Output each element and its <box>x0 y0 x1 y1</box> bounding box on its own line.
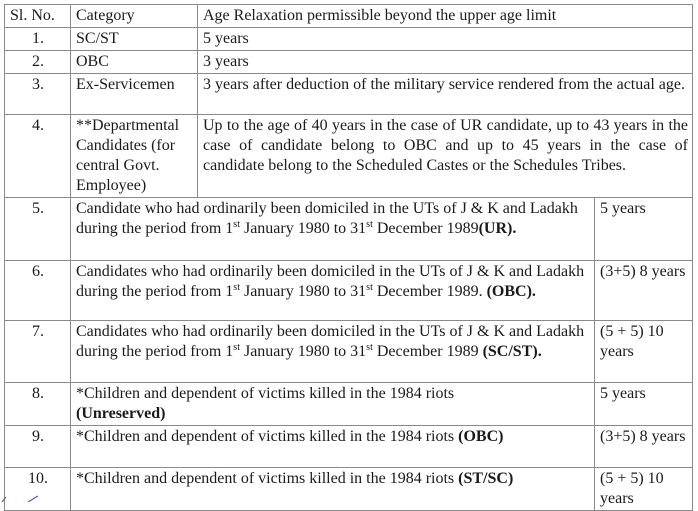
table-row <box>5 198 693 261</box>
table-row <box>5 426 693 468</box>
row-relaxation: 3 years <box>198 51 693 74</box>
pen-mark-icon <box>0 488 50 502</box>
header-sl-no: Sl. No. <box>5 5 71 28</box>
table-row <box>5 51 693 74</box>
table-row <box>5 74 693 115</box>
reservation-class: (Unreserved) <box>76 405 166 422</box>
row-description: Candidate who had ordinarily been domiciled in the UTs of J & K and Ladakh during the period from 1st January 1980 to 31st December 1989(UR). <box>71 198 595 261</box>
table-row <box>5 28 693 51</box>
row-relaxation: (3+5) 8 years <box>595 261 693 321</box>
row-number: 6. <box>5 261 71 321</box>
table-row <box>5 321 693 383</box>
row-number: 8. <box>5 383 71 426</box>
row-number: 2. <box>5 51 71 74</box>
row-relaxation: (5 + 5) 10 years <box>595 321 693 383</box>
row-description: *Children and dependent of victims killed in the 1984 riots (Unreserved) <box>71 383 595 426</box>
row-relaxation: (5 + 5) 10 years <box>595 468 693 511</box>
row-description: Candidates who had ordinarily been domiciled in the UTs of J & K and Ladakh during the period from 1st January 1980 to 31st December 1989. (OBC). <box>71 261 595 321</box>
table-row <box>5 468 693 511</box>
row-number: 1. <box>5 28 71 51</box>
row-category: **Departmental Candidates (for central Govt. Employee) <box>71 115 198 198</box>
reservation-class: (ST/SC) <box>458 470 514 487</box>
row-relaxation: 5 years <box>595 198 693 261</box>
header-category: Category <box>71 5 198 28</box>
row-number: 10. <box>5 468 71 511</box>
row-number: 4. <box>5 115 71 198</box>
row-description: Candidates who had ordinarily been domiciled in the UTs of J & K and Ladakh during the period from 1st January 1980 to 31st December 1989 (SC/ST). <box>71 321 595 383</box>
table-row <box>5 261 693 321</box>
row-number: 9. <box>5 426 71 468</box>
row-relaxation: 3 years after deduction of the military service rendered from the actual age. <box>198 74 693 115</box>
row-category: Ex-Servicemen <box>71 74 198 115</box>
row-relaxation: Up to the age of 40 years in the case of UR candidate, up to 43 years in the case of candidate belong to OBC and up to 45 years in the case of candidate belong to the Scheduled Castes or the Schedules Tribes. <box>198 115 693 198</box>
row-category: OBC <box>71 51 198 74</box>
table-row <box>5 383 693 426</box>
reservation-class: (OBC) <box>458 428 504 445</box>
row-category: SC/ST <box>71 28 198 51</box>
row-description: *Children and dependent of victims killed in the 1984 riots (OBC) <box>71 426 595 468</box>
row-number: 3. <box>5 74 71 115</box>
reservation-class: (SC/ST). <box>482 343 542 360</box>
row-relaxation: 5 years <box>198 28 693 51</box>
table-header-row <box>5 5 693 28</box>
row-description: *Children and dependent of victims killed in the 1984 riots (ST/SC) <box>71 468 595 511</box>
row-relaxation: (3+5) 8 years <box>595 426 693 468</box>
row-number: 7. <box>5 321 71 383</box>
row-relaxation: 5 years <box>595 383 693 426</box>
age-relaxation-table <box>4 4 693 511</box>
header-age-relaxation: Age Relaxation permissible beyond the upper age limit <box>198 5 693 28</box>
reservation-class: (OBC). <box>486 283 536 300</box>
table-row <box>5 115 693 198</box>
row-number: 5. <box>5 198 71 261</box>
reservation-class: (UR). <box>478 220 517 237</box>
